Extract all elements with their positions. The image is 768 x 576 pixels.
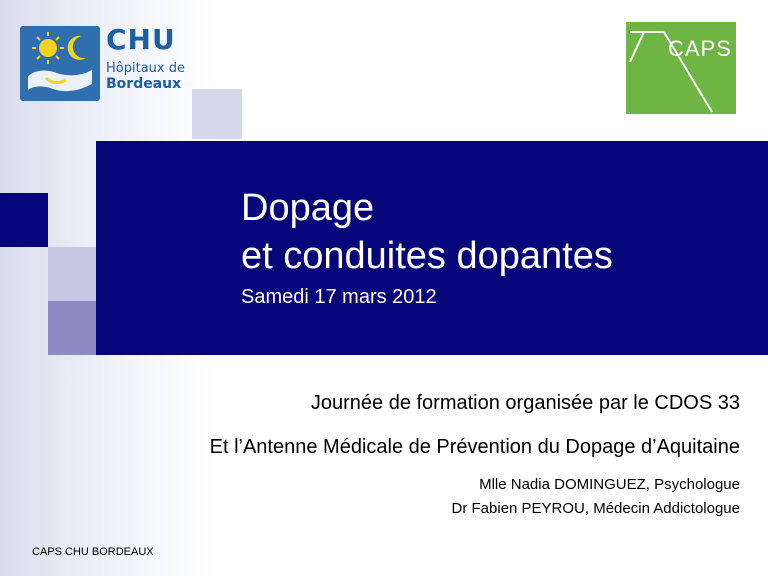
title-line-2: et conduites dopantes xyxy=(241,235,613,277)
decor-square xyxy=(48,301,96,355)
title-block xyxy=(241,184,613,310)
decor-square xyxy=(0,193,48,247)
chu-emblem xyxy=(20,26,100,101)
event-line-2: Et l’Antenne Médicale de Prévention du Dopage d’Aquitaine xyxy=(209,436,740,458)
chu-wordmark: CHU Hôpitaux de Bordeaux xyxy=(106,23,185,92)
author-2: Dr Fabien PEYROU, Médecin Addictologue xyxy=(451,500,740,517)
chu-logo xyxy=(10,24,190,106)
chu-emblem-icon xyxy=(20,26,100,101)
title-line-1: Dopage xyxy=(241,187,375,229)
event-line-1: Journée de formation organisée par le CDOS 33 xyxy=(310,392,740,414)
footer-text: CAPS CHU BORDEAUX xyxy=(32,546,154,558)
decor-square xyxy=(48,247,96,301)
caps-logo: CAPS xyxy=(626,22,736,114)
author-1: Mlle Nadia DOMINGUEZ, Psychologue xyxy=(479,476,740,493)
decor-square xyxy=(192,89,242,139)
date-subtitle: Samedi 17 mars 2012 xyxy=(241,286,437,308)
